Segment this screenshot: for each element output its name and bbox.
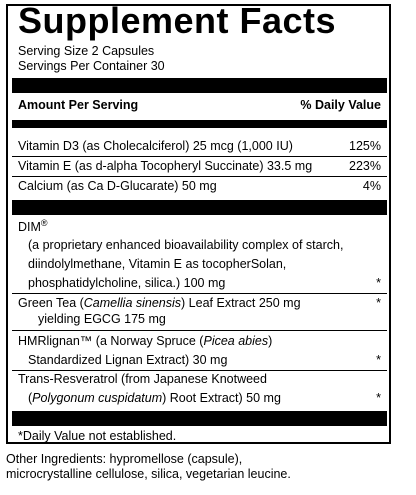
- daily-value-header: % Daily Value: [300, 98, 381, 112]
- thick-divider: [12, 78, 387, 93]
- green-tea-line2: yielding EGCG 175 mg: [38, 312, 166, 326]
- dim-desc-line2: diindolylmethane, Vitamin E as tocopherSolan,: [28, 257, 287, 271]
- panel-title: Supplement Facts: [18, 0, 337, 41]
- row-divider: [12, 156, 387, 157]
- amount-per-serving-header: Amount Per Serving: [18, 98, 139, 112]
- hmrlignan-dv: *: [376, 353, 381, 367]
- serving-size: Serving Size 2 Capsules: [18, 44, 155, 58]
- vitamin-e-dv: 223%: [349, 159, 381, 173]
- other-ingredients: [6, 452, 406, 482]
- vitamin-d3-dv: 125%: [349, 139, 381, 153]
- dim-name: DIM®: [18, 218, 48, 235]
- footnote: *Daily Value not established.: [18, 429, 177, 443]
- other-ingredients-line1: Other Ingredients: hypromellose (capsule),: [6, 452, 243, 466]
- green-tea-dv: *: [376, 296, 381, 310]
- dim-desc-line1: (a proprietary enhanced bioavailability complex of starch,: [28, 238, 344, 252]
- calcium-dv: 4%: [362, 179, 381, 193]
- row-divider: [12, 293, 387, 294]
- row-divider: [12, 330, 387, 331]
- vitamin-d3-name: Vitamin D3 (as Cholecalciferol) 25 mcg (1,000 IU): [18, 139, 293, 153]
- medium-divider: [12, 120, 387, 128]
- thick-divider: [12, 411, 387, 426]
- row-divider: [12, 370, 387, 371]
- dim-dv: *: [376, 276, 381, 290]
- other-ingredients-line2: microcrystalline cellulose, silica, vegetarian leucine.: [6, 467, 291, 481]
- calcium-name: Calcium (as Ca D-Glucarate) 50 mg: [18, 179, 217, 193]
- resveratrol-line2: (Polygonum cuspidatum) Root Extract) 50 mg: [28, 391, 281, 405]
- vitamin-e-name: Vitamin E (as d-alpha Tocopheryl Succinate) 33.5 mg: [18, 159, 313, 173]
- servings-per-container: Servings Per Container 30: [18, 59, 165, 73]
- supplement-facts-panel: [6, 0, 391, 444]
- resveratrol-line1: Trans-Resveratrol (from Japanese Knotweed: [18, 372, 267, 386]
- hmrlignan-line1: HMRlignan™ (a Norway Spruce (Picea abies): [18, 334, 273, 348]
- dim-desc-line3: phosphatidylcholine, silica.) 100 mg: [28, 276, 226, 290]
- thick-divider: [12, 200, 387, 215]
- resveratrol-dv: *: [376, 391, 381, 405]
- row-divider: [12, 176, 387, 177]
- hmrlignan-line2: Standardized Lignan Extract) 30 mg: [28, 353, 228, 367]
- green-tea-line1: Green Tea (Camellia sinensis) Leaf Extract 250 mg: [18, 296, 301, 310]
